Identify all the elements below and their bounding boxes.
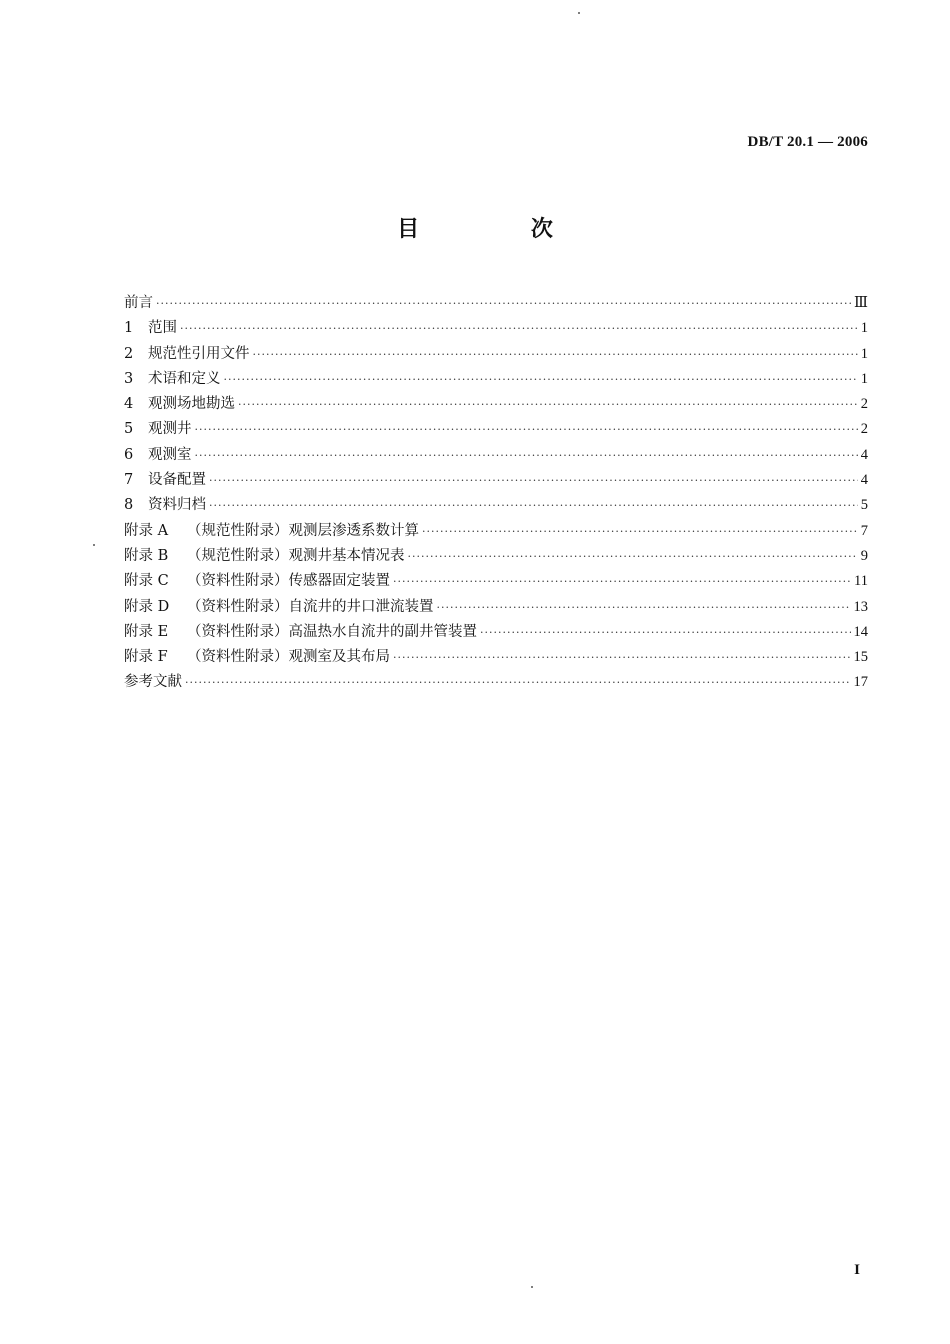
toc-entry-6[interactable] bbox=[124, 443, 868, 468]
toc-entry-label bbox=[124, 620, 477, 645]
toc-dot-leader bbox=[393, 569, 851, 594]
toc-entry-label bbox=[124, 645, 390, 670]
toc-dot-leader bbox=[195, 417, 858, 442]
toc-entry-number: 3 bbox=[124, 370, 134, 387]
toc-entry-title: 观测场地勘选 bbox=[148, 396, 235, 413]
toc-entry-number: 4 bbox=[124, 396, 134, 413]
toc-entry-page: 14 bbox=[853, 623, 868, 640]
toc-entry-title: 资料归档 bbox=[148, 497, 206, 514]
toc-entry-title: 规范性引用文件 bbox=[148, 345, 250, 362]
standard-code: DB/T 20.1 — 2006 bbox=[747, 134, 868, 150]
toc-entry-number: 附录 E bbox=[124, 623, 169, 640]
toc-entry-3[interactable] bbox=[124, 367, 868, 392]
toc-entry-title: 前言 bbox=[124, 295, 153, 311]
scan-speck bbox=[531, 1286, 533, 1288]
toc-entry-1[interactable] bbox=[124, 316, 868, 341]
toc-dot-leader bbox=[480, 620, 851, 645]
toc-entry-title: 范围 bbox=[148, 320, 177, 337]
toc-entry-page: 4 bbox=[860, 472, 868, 489]
toc-entry-label bbox=[124, 342, 250, 367]
toc-entry-4[interactable] bbox=[124, 392, 868, 417]
toc-entry-title: 观测井 bbox=[148, 421, 192, 438]
toc-entry-page: 5 bbox=[860, 497, 868, 514]
toc-entry-8[interactable] bbox=[124, 493, 868, 518]
toc-entry-page: Ⅲ bbox=[854, 295, 868, 311]
toc-entry-foreword[interactable] bbox=[124, 291, 868, 316]
toc-entry-page: 1 bbox=[860, 370, 868, 387]
toc-entry-title: （资料性附录）观测室及其布局 bbox=[187, 649, 390, 666]
toc-entry-label bbox=[124, 569, 390, 594]
toc-entry-page: 2 bbox=[860, 421, 868, 438]
toc-entry-title: （资料性附录）自流井的井口泄流装置 bbox=[187, 598, 434, 615]
toc-entry-title: 观测室 bbox=[148, 446, 192, 463]
toc-entry-bibliography[interactable] bbox=[124, 670, 868, 695]
toc-entry-annex-a[interactable] bbox=[124, 519, 868, 544]
toc-dot-leader bbox=[195, 443, 858, 468]
toc-entry-annex-d[interactable] bbox=[124, 595, 868, 620]
toc-entry-label bbox=[124, 392, 235, 417]
toc-title: 目 次 bbox=[397, 217, 605, 242]
toc-entry-number: 附录 F bbox=[124, 649, 168, 666]
toc-dot-leader bbox=[238, 392, 858, 417]
toc-entry-label bbox=[124, 291, 153, 316]
toc-entry-page: 15 bbox=[853, 649, 868, 666]
toc-entry-label bbox=[124, 417, 192, 442]
toc-entry-page: 2 bbox=[860, 396, 868, 413]
toc-entry-number: 6 bbox=[124, 446, 134, 463]
toc-dot-leader bbox=[209, 493, 858, 518]
toc-entry-label bbox=[124, 519, 419, 544]
toc-entry-2[interactable] bbox=[124, 342, 868, 367]
toc-dot-leader bbox=[156, 291, 851, 316]
page-number: I bbox=[854, 1262, 860, 1278]
toc-entry-title: 设备配置 bbox=[148, 472, 206, 489]
toc-entry-label bbox=[124, 367, 221, 392]
toc-entry-title: 参考文献 bbox=[124, 674, 182, 691]
toc-dot-leader bbox=[253, 342, 858, 367]
toc-dot-leader bbox=[185, 670, 851, 695]
toc-entry-number: 附录 B bbox=[124, 547, 169, 564]
toc-entry-number: 1 bbox=[124, 320, 134, 337]
toc-entry-label bbox=[124, 316, 177, 341]
toc-entry-number: 8 bbox=[124, 497, 134, 514]
toc-entry-number: 附录 A bbox=[124, 522, 169, 539]
toc-entry-label bbox=[124, 443, 192, 468]
toc-entry-page: 17 bbox=[853, 674, 868, 691]
toc-entry-number: 2 bbox=[124, 345, 134, 362]
toc-entry-annex-b[interactable] bbox=[124, 544, 868, 569]
toc-entry-number: 5 bbox=[124, 421, 134, 438]
toc-entry-label bbox=[124, 493, 206, 518]
toc-entry-page: 1 bbox=[860, 345, 868, 362]
toc-dot-leader bbox=[408, 544, 858, 569]
toc-entry-page: 1 bbox=[860, 320, 868, 337]
toc-entry-7[interactable] bbox=[124, 468, 868, 493]
toc-entry-number: 7 bbox=[124, 472, 134, 489]
toc-entry-title: （规范性附录）观测井基本情况表 bbox=[187, 547, 405, 564]
toc-entry-label bbox=[124, 670, 182, 695]
toc-entry-page: 7 bbox=[860, 522, 868, 539]
toc-dot-leader bbox=[180, 316, 858, 341]
toc-entry-title: （资料性附录）传感器固定装置 bbox=[187, 573, 390, 590]
toc-entry-annex-c[interactable] bbox=[124, 569, 868, 594]
scan-speck bbox=[578, 12, 580, 14]
toc-entry-title: 术语和定义 bbox=[148, 370, 221, 387]
toc-entry-label bbox=[124, 544, 405, 569]
toc-entry-number: 附录 C bbox=[124, 573, 169, 590]
toc-entry-page: 4 bbox=[860, 446, 868, 463]
toc-entry-title: （规范性附录）观测层渗透系数计算 bbox=[187, 522, 419, 539]
toc-entry-title: （资料性附录）高温热水自流井的副井管装置 bbox=[187, 623, 477, 640]
toc-entry-page: 9 bbox=[860, 547, 868, 564]
toc-entry-page: 11 bbox=[854, 573, 868, 590]
toc-dot-leader bbox=[224, 367, 858, 392]
toc-dot-leader bbox=[422, 519, 858, 544]
toc-entry-5[interactable] bbox=[124, 417, 868, 442]
toc-dot-leader bbox=[209, 468, 858, 493]
toc-entry-annex-f[interactable] bbox=[124, 645, 868, 670]
toc-entry-number: 附录 D bbox=[124, 598, 170, 615]
toc-entry-annex-e[interactable] bbox=[124, 620, 868, 645]
toc-dot-leader bbox=[437, 595, 851, 620]
scan-speck bbox=[93, 544, 95, 546]
toc-entry-label bbox=[124, 468, 206, 493]
toc-dot-leader bbox=[393, 645, 851, 670]
table-of-contents bbox=[124, 291, 868, 696]
toc-entry-page: 13 bbox=[853, 598, 868, 615]
toc-entry-label bbox=[124, 595, 434, 620]
